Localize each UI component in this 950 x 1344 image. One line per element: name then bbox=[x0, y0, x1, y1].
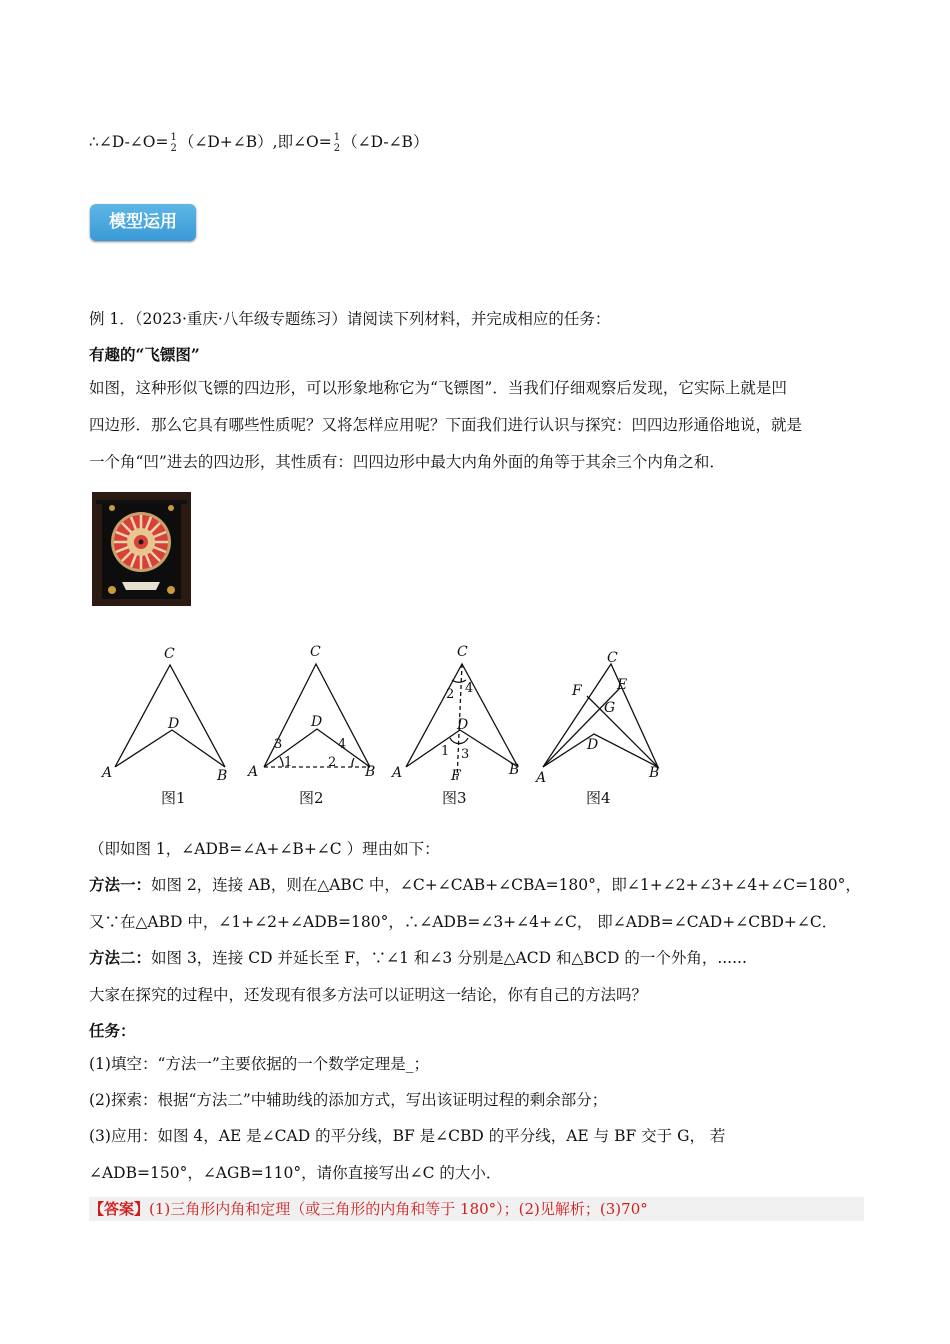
fig2-label-b: B bbox=[365, 764, 376, 780]
top-formula bbox=[89, 131, 428, 154]
method1-line bbox=[89, 874, 861, 896]
fig3-angle-3: 3 bbox=[461, 747, 470, 762]
fig4-label-b: B bbox=[649, 765, 660, 781]
caption-fig4: 图4 bbox=[586, 789, 611, 807]
method2-label: 方法二： bbox=[89, 948, 152, 967]
answer-box bbox=[89, 1197, 864, 1221]
fig3-angle-2: 2 bbox=[446, 687, 455, 702]
formula-part3: （∠D-∠B） bbox=[342, 133, 429, 151]
formula-part2: （∠D+∠B）,即∠O= bbox=[178, 133, 332, 151]
fraction-half: 1 2 bbox=[170, 132, 177, 154]
example-para2: 四边形．那么它具有哪些性质呢？又将怎样应用呢？下面我们进行认识与探究：凹四边形通俗地说，就是 bbox=[89, 416, 803, 434]
fig2-label-c: C bbox=[310, 644, 321, 660]
task-1: (1)填空：“方法一”主要依据的一个数学定理是_； bbox=[89, 1055, 430, 1073]
fig2-label-d: D bbox=[311, 714, 323, 730]
fig4-label-g: G bbox=[604, 700, 616, 716]
caption-fig1: 图1 bbox=[161, 789, 186, 807]
fig3-angle-1: 1 bbox=[441, 744, 450, 759]
formula-part1: ∴∠D-∠O= bbox=[89, 133, 169, 151]
fig3-label-b: B bbox=[509, 762, 520, 778]
fig4-label-d: D bbox=[587, 737, 599, 753]
fig2-angle-1: 1 bbox=[284, 755, 293, 770]
reason-line: （即如图 1，∠ADB=∠A+∠B+∠C ）理由如下： bbox=[89, 840, 440, 858]
fig1-label-a: A bbox=[102, 765, 113, 781]
fig2-angle-4: 4 bbox=[338, 737, 347, 752]
fig3-angle-4: 4 bbox=[465, 681, 474, 696]
answer-text: (1)三角形内角和定理（或三角形的内角和等于 180°）；(2)见解析；(3)70° bbox=[149, 1200, 648, 1218]
fig2-label-a: A bbox=[248, 764, 259, 780]
dart-figures bbox=[90, 640, 670, 815]
fraction-half-2: 1 2 bbox=[333, 132, 341, 154]
fig4-label-f: F bbox=[572, 683, 582, 699]
method1-label: 方法一： bbox=[89, 875, 152, 894]
fig3-label-f: F bbox=[451, 768, 461, 784]
fig1-label-c: C bbox=[164, 646, 175, 662]
method1-text: 如图 2，连接 AB，则在△ABC 中，∠C+∠CAB+∠CBA=180°，即∠1+∠2+∠3+∠4+∠C=180°， bbox=[151, 876, 861, 894]
answer-label: 【答案】 bbox=[89, 1200, 150, 1218]
caption-fig2: 图2 bbox=[299, 789, 324, 807]
example-para3: 一个角“凹”进去的四边形，其性质有：凹四边形中最大内角外面的角等于其余三个内角之和． bbox=[89, 453, 725, 471]
task-3-cont: ∠ADB=150°，∠AGB=110°，请你直接写出∠C 的大小． bbox=[89, 1164, 502, 1182]
section-badge: 模型运用 bbox=[90, 204, 196, 241]
fig4-label-c: C bbox=[607, 650, 618, 666]
example-para1: 如图，这种形似飞镖的四边形，可以形象地称它为“飞镖图”．当我们仔细观察后发现，它实际上就是凹 bbox=[89, 379, 787, 397]
example-title: 有趣的“飞镖图” bbox=[89, 345, 200, 364]
task-3: (3)应用：如图 4，AE 是∠CAD 的平分线，BF 是∠CBD 的平分线，AE 与 BF 交于 G， 若 bbox=[89, 1127, 726, 1145]
task-2: (2)探索：根据“方法二”中辅助线的添加方式，写出该证明过程的剩余部分； bbox=[89, 1091, 608, 1109]
caption-fig3: 图3 bbox=[442, 789, 467, 807]
task-label: 任务： bbox=[89, 1021, 136, 1040]
fig4-line-bf bbox=[587, 696, 658, 767]
method2-text: 如图 3，连接 CD 并延长至 F，∵∠1 和∠3 分别是△ACD 和△BCD 的一个外角，...... bbox=[151, 949, 747, 967]
fig1-label-d: D bbox=[168, 716, 180, 732]
fig3-label-c: C bbox=[457, 644, 468, 660]
fig3-label-d: D bbox=[457, 717, 469, 733]
fig4-label-e: E bbox=[617, 677, 628, 693]
method2-line bbox=[89, 947, 747, 969]
fig4-shape bbox=[543, 664, 658, 767]
dartboard-image bbox=[92, 492, 191, 606]
example-intro: 例 1．（2023·重庆·八年级专题练习）请阅读下列材料，并完成相应的任务： bbox=[89, 310, 611, 328]
method2-cont: 大家在探究的过程中，还发现有很多方法可以证明这一结论，你有自己的方法吗？ bbox=[89, 986, 648, 1004]
fig3-label-a: A bbox=[392, 765, 403, 781]
fig4-label-a: A bbox=[536, 770, 547, 786]
fig2-angle-2: 2 bbox=[328, 755, 337, 770]
fig1-label-b: B bbox=[217, 768, 228, 784]
method1-cont: 又∵在△ABD 中，∠1+∠2+∠ADB=180°，∴∠ADB=∠3+∠4+∠C， 即∠ADB=∠CAD+∠CBD+∠C． bbox=[89, 913, 838, 931]
fig2-angle-3: 3 bbox=[274, 737, 283, 752]
